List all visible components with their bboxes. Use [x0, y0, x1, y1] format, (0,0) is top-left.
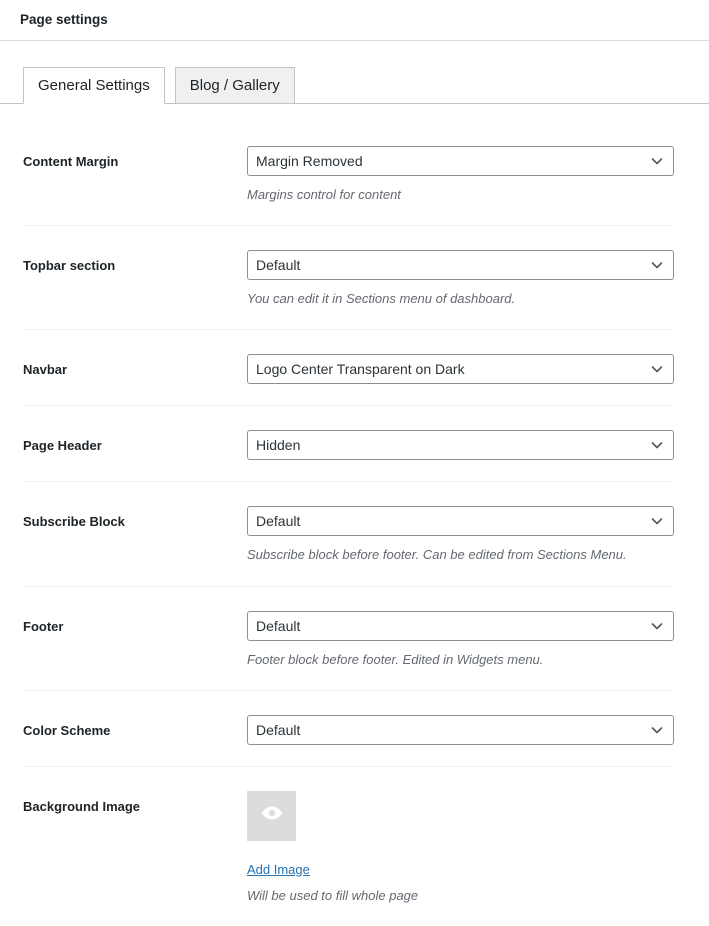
content-margin-select[interactable] — [247, 146, 674, 176]
navbar-select[interactable] — [247, 354, 674, 384]
subscribe-block-select[interactable] — [247, 506, 674, 536]
content-margin-help: Margins control for content — [247, 187, 401, 202]
add-image-link[interactable]: Add Image — [247, 861, 310, 877]
row-background-image — [23, 766, 674, 926]
footer-select[interactable] — [247, 611, 674, 641]
footer-label: Footer — [23, 618, 64, 634]
subscribe-block-help: Subscribe block before footer. Can be edited from Sections Menu. — [247, 547, 627, 563]
topbar-section-help: You can edit it in Sections menu of dashboard. — [247, 291, 516, 307]
footer-help: Footer block before footer. Edited in Widgets menu. — [247, 651, 544, 667]
tab-bar — [0, 41, 709, 104]
color-scheme-select[interactable] — [247, 715, 674, 745]
tab-general-settings[interactable]: General Settings — [23, 67, 165, 104]
background-image-help: Will be used to fill whole page — [247, 887, 419, 903]
page-header-select[interactable] — [247, 430, 674, 460]
page-header-label: Page Header — [23, 438, 102, 454]
row-subscribe-block — [23, 481, 674, 585]
navbar-label: Navbar — [23, 362, 68, 378]
page-title: Page settings — [20, 12, 108, 27]
topbar-section-label: Topbar section — [23, 258, 116, 274]
row-navbar — [23, 329, 674, 405]
row-color-scheme — [23, 690, 674, 766]
row-content-margin — [23, 122, 674, 225]
subscribe-block-label: Subscribe Block — [23, 514, 125, 530]
settings-form — [0, 104, 709, 926]
panel-header — [0, 0, 709, 41]
background-image-label: Background Image — [23, 798, 141, 814]
content-margin-label: Content Margin — [23, 154, 119, 169]
topbar-section-select[interactable] — [247, 250, 674, 280]
row-page-header — [23, 405, 674, 481]
color-scheme-label: Color Scheme — [23, 722, 111, 738]
row-topbar-section — [23, 225, 674, 329]
background-image-preview[interactable] — [247, 791, 296, 841]
tab-blog-gallery[interactable]: Blog / Gallery — [175, 67, 295, 104]
row-footer — [23, 586, 674, 690]
eye-icon — [260, 801, 284, 830]
